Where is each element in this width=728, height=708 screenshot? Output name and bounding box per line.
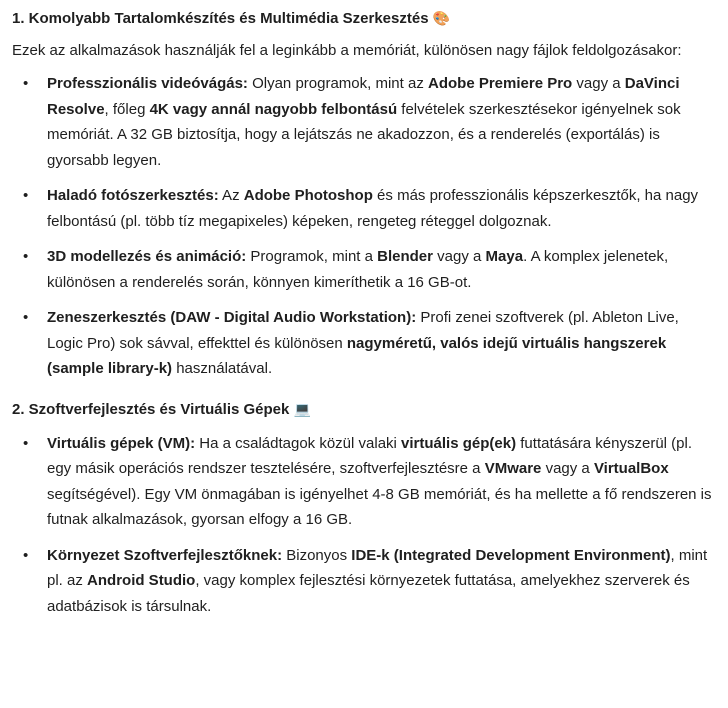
section-1-intro: Ezek az alkalmazások használják fel a leginkább a memóriát, különösen nagy fájlok feldolgozásakor:	[12, 42, 682, 59]
item-bold: IDE-k (Integrated Development Environment)	[351, 546, 671, 564]
list-item-video-editing	[12, 71, 716, 173]
bullet: •	[23, 75, 29, 92]
item-text: segítségével). Egy VM önmagában is igényelhet 4-8 GB memóriát, és ha mellette a fő rendszeren is futnak alkalmazások, gyorsan elfogy a 16 GB.	[47, 485, 712, 528]
item-text: használatával.	[172, 360, 273, 377]
section-1-heading	[12, 6, 716, 32]
item-bold: Android Studio	[87, 572, 196, 589]
bullet: •	[23, 248, 29, 265]
item-text: . A komplex jelenetek, különösen a renderelés során, könnyen kimeríthetik a 16 GB-ot.	[47, 248, 669, 291]
item-text: , főleg	[104, 100, 150, 118]
section-1-title: 1. Komolyabb Tartalomkészítés és Multimédia Szerkesztés	[12, 10, 429, 27]
item-lead: Professzionális videóvágás:	[47, 75, 248, 92]
section-2-heading	[12, 397, 716, 423]
list-item-photo-editing	[12, 183, 716, 234]
item-lead: Zeneszerkesztés (DAW - Digital Audio Workstation):	[47, 309, 417, 326]
item-text: Programok, mint a	[246, 248, 378, 265]
item-lead: Virtuális gépek (VM):	[47, 434, 196, 452]
item-lead: Környezet Szoftverfejlesztőknek:	[47, 546, 283, 564]
item-text: futtatására kényszerül (pl. egy másik operációs rendszer tesztelésére, szoftverfejlesztésre a	[47, 434, 693, 477]
list-item-3d-modeling	[12, 244, 716, 295]
item-bold: 4K vagy annál nagyobb felbontású	[149, 100, 398, 118]
item-text: Bizonyos	[282, 546, 352, 564]
item-bold: Adobe Premiere Pro	[428, 75, 573, 92]
item-bold: DaVinci Resolve	[47, 75, 680, 118]
bullet: •	[23, 434, 29, 452]
item-bold: Adobe Photoshop	[243, 187, 373, 204]
item-text: felvételek szerkesztésekor igényelnek sok memóriát. A 32 GB biztosítja, hogy a lejátszás ne akadozzon, és a renderelés (exportálás) is gyorsabb legyen.	[47, 100, 681, 169]
item-bold: nagyméretű, valós idejű virtuális hangszerek (sample library-k)	[47, 334, 667, 377]
list-item-dev-environment	[12, 543, 716, 620]
item-lead: 3D modellezés és animáció:	[47, 248, 247, 265]
item-bold: virtuális gép(ek)	[401, 434, 517, 452]
bullet: •	[23, 309, 29, 326]
item-bold: VirtualBox	[593, 460, 669, 477]
section-2-list	[12, 431, 716, 620]
item-lead: Haladó fotószerkesztés:	[47, 187, 219, 204]
item-text: , vagy komplex fejlesztési környezetek futtatása, amelyekhez szerverek és adatbázisok is társulnak.	[47, 572, 690, 615]
item-text: Az	[218, 187, 244, 204]
item-text: vagy a	[572, 75, 625, 92]
item-text: vagy a	[433, 248, 486, 265]
item-text: és más professzionális képszerkesztők, ha nagy felbontású (pl. több tíz megapixeles) képeken, rengeteg réteggel dolgoznak.	[47, 187, 699, 230]
list-item-virtual-machines	[12, 431, 716, 533]
section-2-title: 2. Szoftverfejlesztés és Virtuális Gépek	[12, 400, 290, 418]
item-bold: VMware	[484, 460, 542, 477]
palette-icon: 🎨	[432, 11, 451, 27]
item-text: Ha a családtagok közül valaki	[195, 434, 402, 452]
item-text: vagy a	[541, 460, 594, 477]
bullet: •	[23, 546, 29, 564]
bullet: •	[23, 187, 29, 204]
laptop-icon: 💻	[293, 401, 311, 418]
section-1-list	[12, 71, 716, 382]
item-bold: Maya	[485, 248, 524, 265]
item-text: , mint pl. az	[47, 546, 708, 589]
item-bold: Blender	[377, 248, 433, 265]
item-text: Olyan programok, mint az	[247, 75, 428, 92]
list-item-music-editing	[12, 305, 716, 382]
item-text: Profi zenei szoftverek (pl. Ableton Live, Logic Pro) sok sávval, effekttel és különösen	[47, 309, 679, 352]
